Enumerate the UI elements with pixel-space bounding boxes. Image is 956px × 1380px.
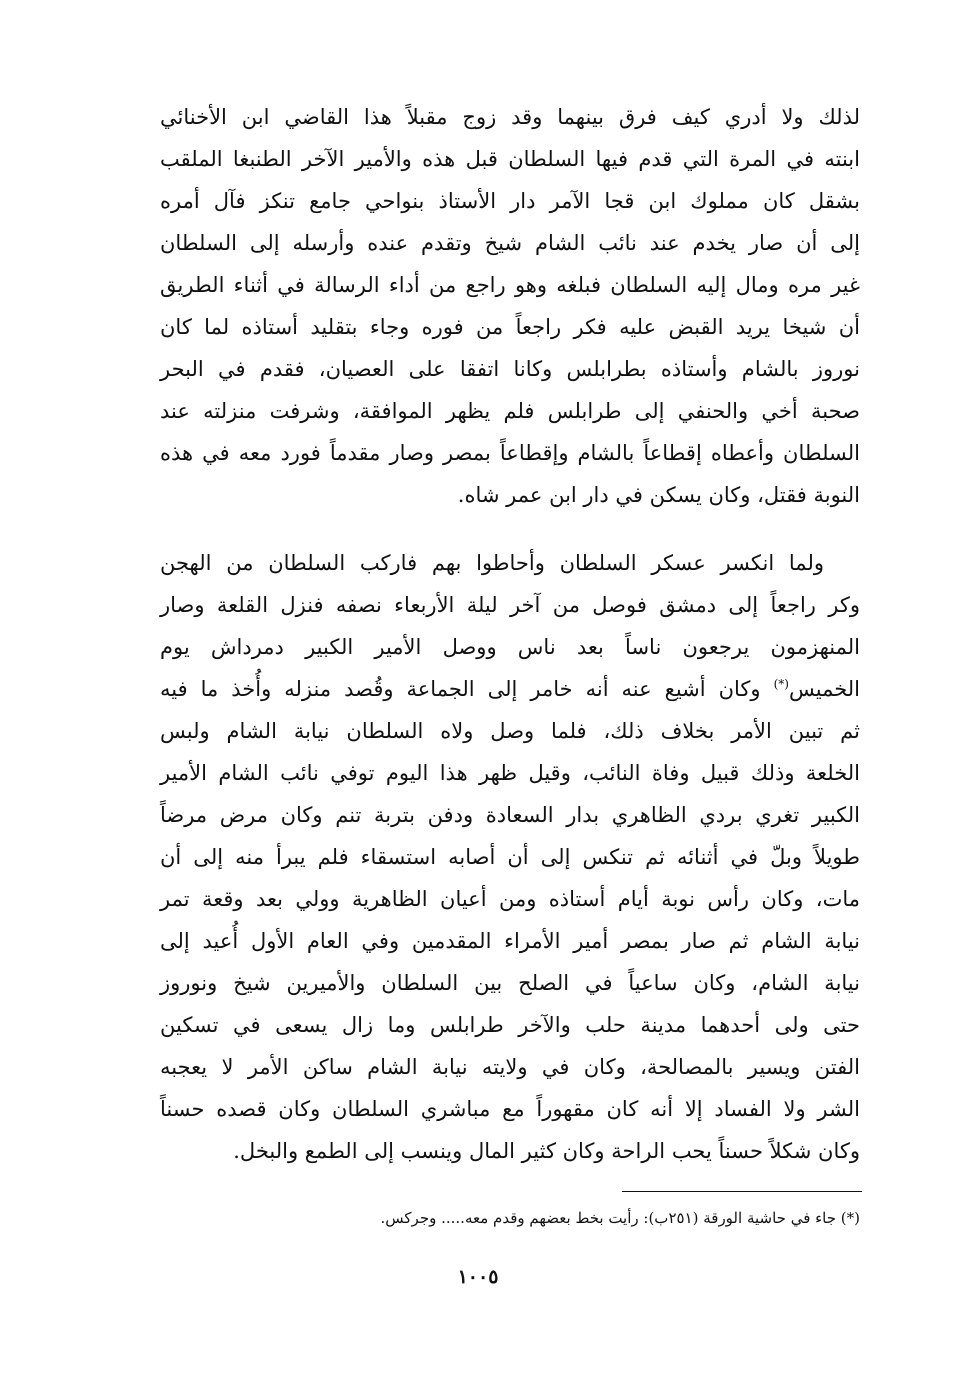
text-line: بشقل كان مملوك ابن قجا الآمر دار الأستاذ بنواحي جامع تنكز فآل أمره (160, 189, 860, 213)
text-line: الشر ولا الفساد إلا أنه كان مقهوراً مع مباشري السلطان وكان قصده حسناً (160, 1097, 860, 1121)
text-line: حتى ولى أحدهما مدينة حلب والآخر طرابلس وما زال يسعى في تسكين (160, 1013, 860, 1037)
text-line: الفتن ويسير بالمصالحة، وكان في ولايته نيابة الشام ساكن الأمر لا يعجبه (160, 1055, 860, 1079)
text-line: المنهزمون يرجعون ناساً بعد ناس ووصل الأمير الكبير دمرداش يوم (160, 635, 861, 659)
text-line: أن شيخا يريد القبض عليه فكر راجعاً من فوره وجاء بتقليد أستاذه لما كان (160, 315, 860, 339)
text-line: ثم تبين الأمر بخلاف ذلك، فلما وصل ولاه السلطان نيابة الشام ولبس (160, 719, 860, 743)
text-line: وكان شكلاً حسناً يحب الراحة وكان كثير المال وينسب إلى الطمع والبخل. (233, 1139, 860, 1163)
text-line: نيابة الشام ثم صار بمصر أمير الأمراء المقدمين وفي العام الأول أُعيد إلى (160, 929, 860, 953)
text-line: صحبة أخي والحنفي إلى طرابلس فلم يظهر الموافقة، وشرفت منزلته عند (160, 399, 860, 423)
text-line: ولما انكسر عسكر السلطان وأحاطوا بهم فاركب السلطان من الهجن (160, 551, 824, 575)
text-line: لذلك ولا أدري كيف فرق بينهما وقد زوج مقبلاً هذا القاضي ابن الأخنائي (160, 105, 860, 129)
text-segment: الخميس (788, 677, 860, 701)
text-line: إلى أن صار يخدم عند نائب الشام شيخ وتقدم عنده وأرسله إلى السلطان (160, 231, 860, 255)
text-line: مات، وكان رأس نوبة أيام أستاذه ومن أعيان الظاهرية وولي بعد وقعة تمر (160, 887, 860, 911)
footnote-divider (622, 1191, 862, 1192)
text-segment: وكان أشيع عنه أنه خامر إلى الجماعة وقُصد منزله وأُخذ ما فيه (160, 677, 774, 701)
text-line: نيابة الشام، وكان ساعياً في الصلح بين السلطان والأميرين شيخ ونوروز (160, 971, 860, 995)
text-line: وكر راجعاً إلى دمشق فوصل من آخر ليلة الأربعاء نصفه فنزل القلعة وصار (160, 593, 860, 617)
text-line: طويلاً وبلّ في أثنائه ثم تنكس إلى أن أصابه استسقاء فلم يبرأ منه إلى أن (160, 845, 860, 869)
paragraph-1 (160, 96, 860, 516)
text-line: الكبير تغري بردي الظاهري بدار السعادة ودفن بتربة تنم وكان مرض مرضاً (160, 803, 860, 827)
text-line: ابنته في المرة التي قدم فيها السلطان قبل هذه والأمير الآخر الطنبغا الملقب (160, 147, 860, 171)
footnote-marker: (*) (773, 677, 789, 691)
footnote: (*) جاء في حاشية الورقة (٢٥١ب): رأيت بخط بعضهم وقدم معه..... وجركس. (380, 1209, 860, 1227)
text-line: الخلعة وذلك قبيل وفاة النائب، وقيل ظهر هذا اليوم توفي نائب الشام الأمير (160, 761, 860, 785)
paragraph-2 (160, 542, 860, 1172)
text-line: السلطان وأعطاه إقطاعاً بالشام وإقطاعاً بمصر وصار مقدماً فورد معه في هذه (160, 441, 860, 465)
text-line: نوروز بالشام وأستاذه بطرابلس وكانا اتفقا على العصيان، فقدم في البحر (160, 357, 860, 381)
text-line-with-footnote-mark (160, 668, 860, 710)
page-number: ١٠٠٥ (457, 1266, 499, 1288)
text-line: غير مره ومال إليه السلطان فبلغه وهو راجع من أداء الرسالة في أثناء الطريق (160, 273, 860, 297)
text-line: النوبة فقتل، وكان يسكن في دار ابن عمر شاه. (457, 483, 860, 507)
